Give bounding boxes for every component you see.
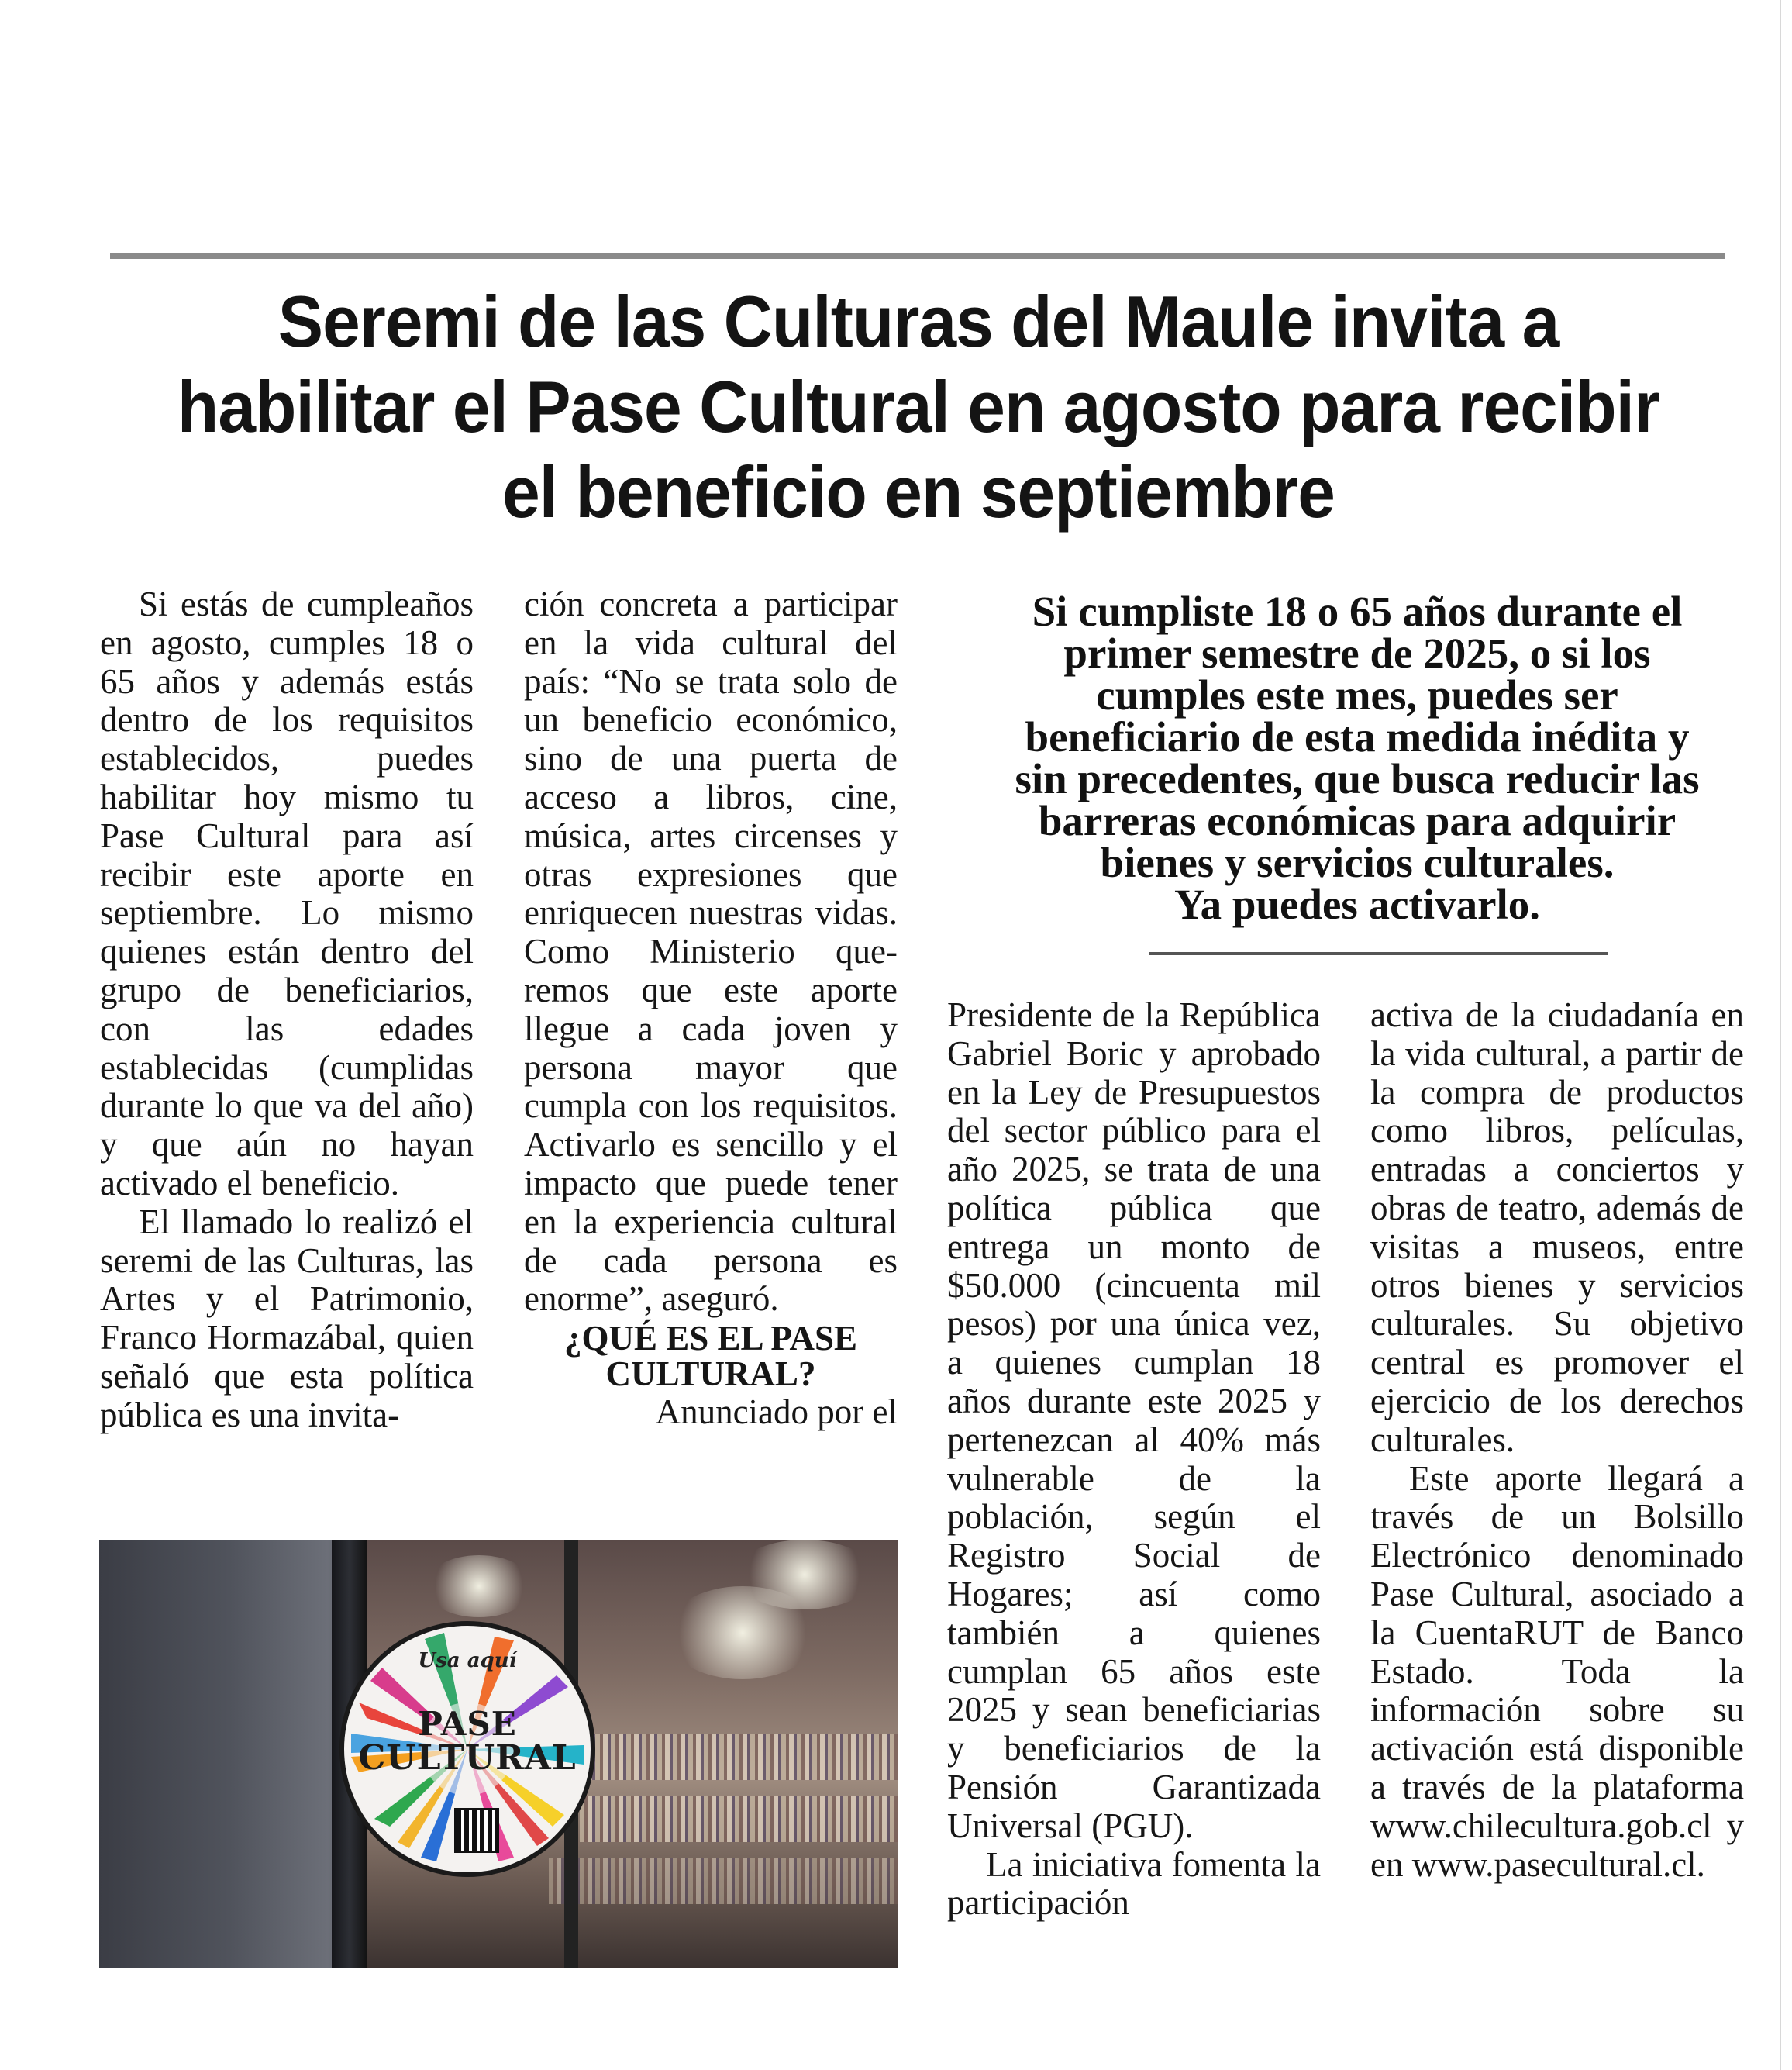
- photo-light: [425, 1555, 533, 1617]
- pull-quote-line: Ya puedes activarlo.: [1173, 881, 1541, 928]
- col3-paragraph-1: Presidente de la República Gabriel Boric y aprobado en la Ley de Presupuestos del sector público para el año 2025, se trata de una política pública que entrega un monto de $50.000 (cincuenta mil pesos) por una única vez, a quienes cumplan 18 años durante este 2025 y pertenezcan al 40% más vulnerable de la población, según el Registro Social de Hogares; así como también a quienes cumplan 65 años este 2025 y sean beneficiarias y beneficiarios de la Pensión Garantizada Universal (PGU).: [947, 995, 1321, 1845]
- pase-cultural-sticker: [339, 1621, 595, 1877]
- sticker-title-line-2: CULTURAL: [358, 1738, 577, 1778]
- col4-paragraph-2: Este aporte llegará a través de un Bolsillo Electrónico denominado Pase Cultural, asociado a la CuentaRUT de Banco Estado. Toda la información sobre su activación está disponible a través de la plataforma www.chilecultura.gob.cl y en www.pasecultural.cl.: [1370, 1458, 1744, 1884]
- pull-quote-rule: [1149, 952, 1608, 955]
- section-subhead: ¿QUÉ ES EL PASE CULTURAL?: [563, 1319, 858, 1394]
- pull-quote-line: primer semestre de 2025, o si los: [1063, 630, 1651, 677]
- pull-quote-line: cumples este mes, puedes ser: [1096, 671, 1618, 719]
- photo-light: [735, 1540, 874, 1609]
- col3-paragraph-2: La iniciativa fomenta la participación: [947, 1844, 1321, 1923]
- pull-quote-line: Si cumpliste 18 o 65 años durante el: [1032, 588, 1683, 635]
- pull-quote: [950, 588, 1764, 928]
- column-4: [1370, 996, 1744, 1884]
- col1-paragraph-2: El llamado lo realizó el seremi de las Culturas, las Artes y el Patrimonio, Franco Hormazábal, quien señaló que esta política pública es una invita-: [100, 1202, 474, 1434]
- qr-code-icon: [457, 1810, 497, 1851]
- sticker-title-line-1: PASE: [418, 1705, 517, 1743]
- col2-paragraph-2: Anunciado por el: [655, 1392, 898, 1432]
- photo-bookshelf: [580, 1796, 898, 1842]
- sticker-caption: Usa aquí: [418, 1649, 517, 1672]
- pull-quote-line: bienes y servicios culturales.: [1100, 839, 1615, 886]
- top-rule: [110, 253, 1725, 259]
- pull-quote-line: beneficiario de esta medida inédita y: [1025, 713, 1690, 761]
- pull-quote-line: sin precedentes, que busca reducir las: [1015, 755, 1700, 802]
- article-photo: [99, 1540, 898, 1968]
- photo-bookshelf: [549, 1858, 898, 1904]
- column-2: [524, 585, 898, 1432]
- col2-paragraph-1: ción concreta a participar en la vida cultural del país: “No se trata solo de un beneficio económico, sino de una puerta de acceso a libros, cine, música, artes circenses y otras expresiones que enriquecen nuestras vidas. Como Ministerio queremos que este aporte llegue a cada joven y persona mayor que cumpla con los requisitos. Activarlo es sencillo y el impacto que puede tener en la experiencia cultural de cada persona es enorme”, aseguró.: [524, 585, 898, 1319]
- pull-quote-line: barreras económicas para adquirir: [1038, 797, 1677, 844]
- column-3: [947, 996, 1321, 1923]
- column-1: [100, 585, 474, 1435]
- col1-paragraph-1: Si estás de cumpleaños en agosto, cumples 18 o 65 años y además estás dentro de los requisitos establecidos, puedes habilitar hoy mismo tu Pase Cultural para así recibir este aporte en septiembre. Lo mismo quienes están dentro del grupo de beneficiarios, con las edades establecidas (cumplidas durante lo que va del año) y que aún no hayan activado el beneficio.: [100, 585, 474, 1202]
- col4-paragraph-1: activa de la ciudadanía en la vida cultural, a partir de la compra de productos como libros, películas, entradas a conciertos y obras de teatro, además de visitas a museos, entre otros bienes y servicios culturales. Su objetivo central es promover el ejercicio de los derechos culturales.: [1370, 995, 1744, 1459]
- page-edge-line: [1780, 0, 1781, 2070]
- headline: Seremi de las Culturas del Maule invita a habilitar el Pase Cultural en agosto para recibir el beneficio en septiembre: [177, 281, 1660, 533]
